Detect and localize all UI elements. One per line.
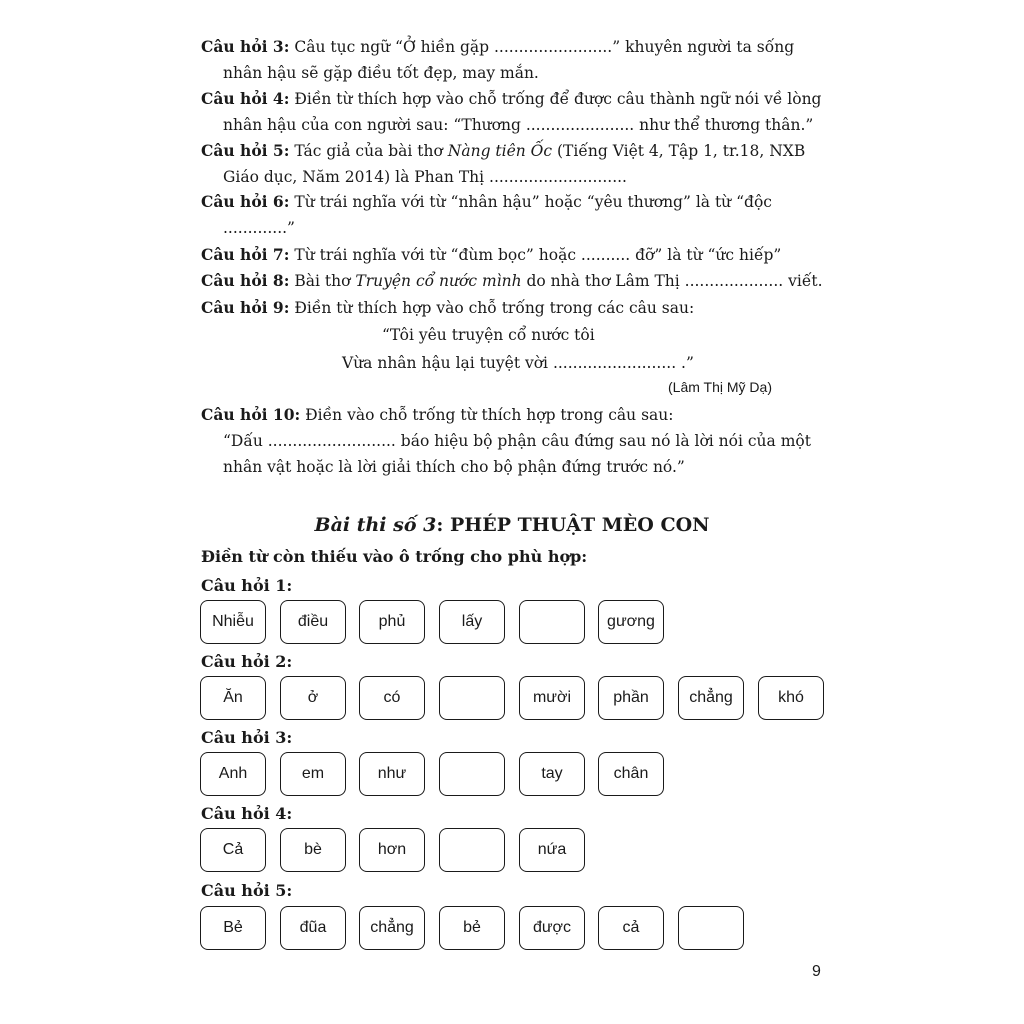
- poem-author: (Lâm Thị Mỹ Dạ): [668, 379, 772, 395]
- word-box: Ăn: [200, 676, 266, 720]
- question-label: Câu hỏi 3:: [201, 37, 290, 56]
- poem-line-2: Vừa nhân hậu lại tuyệt vời ......................... .”: [342, 354, 694, 372]
- question-text: Từ trái nghĩa với từ “đùm bọc” hoặc .......... đỡ” là từ “ức hiếp”: [294, 246, 782, 264]
- puzzle-label-5: Câu hỏi 5:: [201, 881, 293, 900]
- question-7: [201, 242, 825, 268]
- word-box: gương: [598, 600, 664, 644]
- section-instruction: Điền từ còn thiếu vào ô trống cho phù hợp:: [201, 547, 588, 566]
- word-box: Anh: [200, 752, 266, 796]
- question-text-cont: “Dấu .......................... báo hiệu bộ phận câu đứng sau nó là lời nói của một: [223, 432, 811, 450]
- question-text: Điền từ thích hợp vào chỗ trống để được câu thành ngữ nói về lòng: [294, 90, 822, 108]
- word-box: lấy: [439, 600, 505, 644]
- word-box: đũa: [280, 906, 346, 950]
- question-label: Câu hỏi 6:: [201, 192, 290, 211]
- word-box: em: [280, 752, 346, 796]
- question-text: Bài thơ: [294, 272, 356, 290]
- poem-title: Nàng tiên Ốc: [447, 142, 553, 160]
- question-6: [201, 189, 825, 241]
- section-title: [0, 514, 1024, 536]
- blank-answer-box[interactable]: [519, 600, 585, 644]
- word-box: bè: [280, 828, 346, 872]
- section-title-italic: Bài thi số 3: [314, 514, 437, 536]
- question-4: [201, 86, 825, 138]
- word-box: hơn: [359, 828, 425, 872]
- word-box: Bẻ: [200, 906, 266, 950]
- question-text: Từ trái nghĩa với từ “nhân hậu” hoặc “yêu thương” là từ “độc: [294, 193, 772, 211]
- puzzle-label-4: Câu hỏi 4:: [201, 804, 293, 823]
- question-text-cont: Giáo dục, Năm 2014) là Phan Thị ............................: [223, 168, 627, 186]
- word-box: Cả: [200, 828, 266, 872]
- question-label: Câu hỏi 8:: [201, 271, 290, 290]
- question-10: [201, 402, 825, 480]
- question-text-cont: nhân vật hoặc là lời giải thích cho bộ phận đứng trước nó.”: [223, 458, 685, 476]
- page-number: 9: [812, 963, 821, 980]
- question-9: [201, 295, 825, 321]
- word-box: mười: [519, 676, 585, 720]
- question-8: [201, 268, 825, 294]
- poem-line-1: “Tôi yêu truyện cổ nước tôi: [382, 326, 595, 344]
- blank-answer-box[interactable]: [439, 752, 505, 796]
- word-box: Nhiễu: [200, 600, 266, 644]
- word-box: cả: [598, 906, 664, 950]
- word-box: chẳng: [359, 906, 425, 950]
- question-3: [201, 34, 825, 86]
- word-box: phần: [598, 676, 664, 720]
- section-title-rest: : PHÉP THUẬT MÈO CON: [436, 514, 710, 536]
- question-text: Điền từ thích hợp vào chỗ trống trong các câu sau:: [294, 299, 695, 317]
- blank-answer-box[interactable]: [439, 676, 505, 720]
- word-box: chẳng: [678, 676, 744, 720]
- blank-answer-box[interactable]: [439, 828, 505, 872]
- word-box: điều: [280, 600, 346, 644]
- puzzle-label-1: Câu hỏi 1:: [201, 576, 293, 595]
- question-label: Câu hỏi 4:: [201, 89, 290, 108]
- question-5: [201, 138, 825, 190]
- question-text: Tác giả của bài thơ: [294, 142, 448, 160]
- puzzle-label-3: Câu hỏi 3:: [201, 728, 293, 747]
- question-label: Câu hỏi 7:: [201, 245, 290, 264]
- question-text: (Tiếng Việt 4, Tập 1, tr.18, NXB: [552, 142, 806, 160]
- word-box: nứa: [519, 828, 585, 872]
- question-text-cont: .............”: [223, 219, 295, 237]
- word-box: như: [359, 752, 425, 796]
- puzzle-label-2: Câu hỏi 2:: [201, 652, 293, 671]
- question-text: Câu tục ngữ “Ở hiền gặp ........................” khuyên người ta sống: [294, 38, 795, 56]
- word-box: phủ: [359, 600, 425, 644]
- word-box: chân: [598, 752, 664, 796]
- question-text-cont: nhân hậu sẽ gặp điều tốt đẹp, may mắn.: [223, 64, 539, 82]
- word-box: ở: [280, 676, 346, 720]
- blank-answer-box[interactable]: [678, 906, 744, 950]
- poem-title: Truyện cổ nước mình: [355, 272, 522, 290]
- question-label: Câu hỏi 9:: [201, 298, 290, 317]
- word-box: khó: [758, 676, 824, 720]
- word-box: có: [359, 676, 425, 720]
- question-label: Câu hỏi 5:: [201, 141, 290, 160]
- question-text-cont: nhân hậu của con người sau: “Thương ...................... như thể thương thân.”: [223, 116, 814, 134]
- word-box: bẻ: [439, 906, 505, 950]
- word-box: tay: [519, 752, 585, 796]
- word-box: được: [519, 906, 585, 950]
- question-text: Điền vào chỗ trống từ thích hợp trong câu sau:: [305, 406, 674, 424]
- question-label: Câu hỏi 10:: [201, 405, 301, 424]
- question-text: do nhà thơ Lâm Thị .................... viết.: [521, 272, 823, 290]
